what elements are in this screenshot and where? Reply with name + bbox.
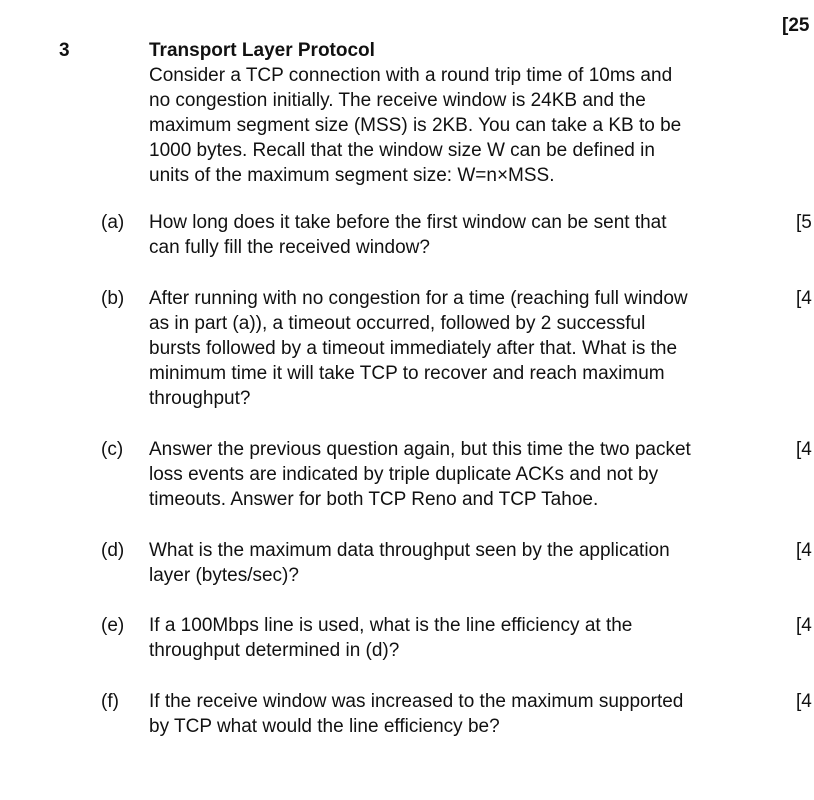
part-f-text: [149, 689, 683, 739]
part-f-marks: [4: [796, 691, 812, 712]
part-line: timeouts. Answer for both TCP Reno and TCP Tahoe.: [149, 489, 599, 510]
part-e-text: [149, 613, 632, 663]
part-b-marks: [4: [796, 288, 812, 309]
part-b-text: [149, 286, 688, 411]
part-a-text: [149, 210, 667, 260]
part-line: If the receive window was increased to the maximum supported: [149, 691, 684, 712]
part-e-marks: [4: [796, 615, 812, 636]
part-a-marks: [5: [796, 212, 812, 233]
part-line: as in part (a)), a timeout occurred, followed by 2 successful: [149, 313, 646, 334]
intro-line: maximum segment size (MSS) is 2KB. You can take a KB to be: [149, 115, 682, 136]
part-d-text: [149, 538, 670, 588]
intro-line: 1000 bytes. Recall that the window size W can be defined in: [149, 140, 655, 161]
part-line: minimum time it will take TCP to recover and reach maximum: [149, 363, 665, 384]
part-c-marks: [4: [796, 439, 812, 460]
part-f-label: (f): [101, 691, 119, 712]
part-line: loss events are indicated by triple duplicate ACKs and not by: [149, 464, 659, 485]
part-line: What is the maximum data throughput seen by the application: [149, 540, 670, 561]
question-number: 3: [59, 40, 70, 61]
part-a-label: (a): [101, 212, 125, 233]
part-line: Answer the previous question again, but this time the two packet: [149, 439, 691, 460]
part-c-text: [149, 437, 691, 512]
part-line: How long does it take before the first window can be sent that: [149, 212, 667, 233]
part-line: can fully fill the received window?: [149, 237, 430, 258]
part-line: bursts followed by a timeout immediately after that. What is the: [149, 338, 678, 359]
part-b-label: (b): [101, 288, 125, 309]
total-marks: [25: [782, 15, 810, 36]
intro-line: units of the maximum segment size: W=n×MSS.: [149, 165, 555, 186]
part-line: If a 100Mbps line is used, what is the line efficiency at the: [149, 615, 633, 636]
part-line: by TCP what would the line efficiency be?: [149, 716, 500, 737]
intro-line: Consider a TCP connection with a round trip time of 10ms and: [149, 65, 673, 86]
part-d-marks: [4: [796, 540, 812, 561]
intro-line: no congestion initially. The receive window is 24KB and the: [149, 90, 646, 111]
part-line: After running with no congestion for a time (reaching full window: [149, 288, 688, 309]
part-e-label: (e): [101, 615, 125, 636]
part-line: throughput determined in (d)?: [149, 640, 400, 661]
part-c-label: (c): [101, 439, 124, 460]
part-d-label: (d): [101, 540, 125, 561]
part-line: throughput?: [149, 388, 251, 409]
question-title: Transport Layer Protocol: [149, 40, 375, 61]
part-line: layer (bytes/sec)?: [149, 565, 299, 586]
question-intro: [149, 63, 681, 188]
